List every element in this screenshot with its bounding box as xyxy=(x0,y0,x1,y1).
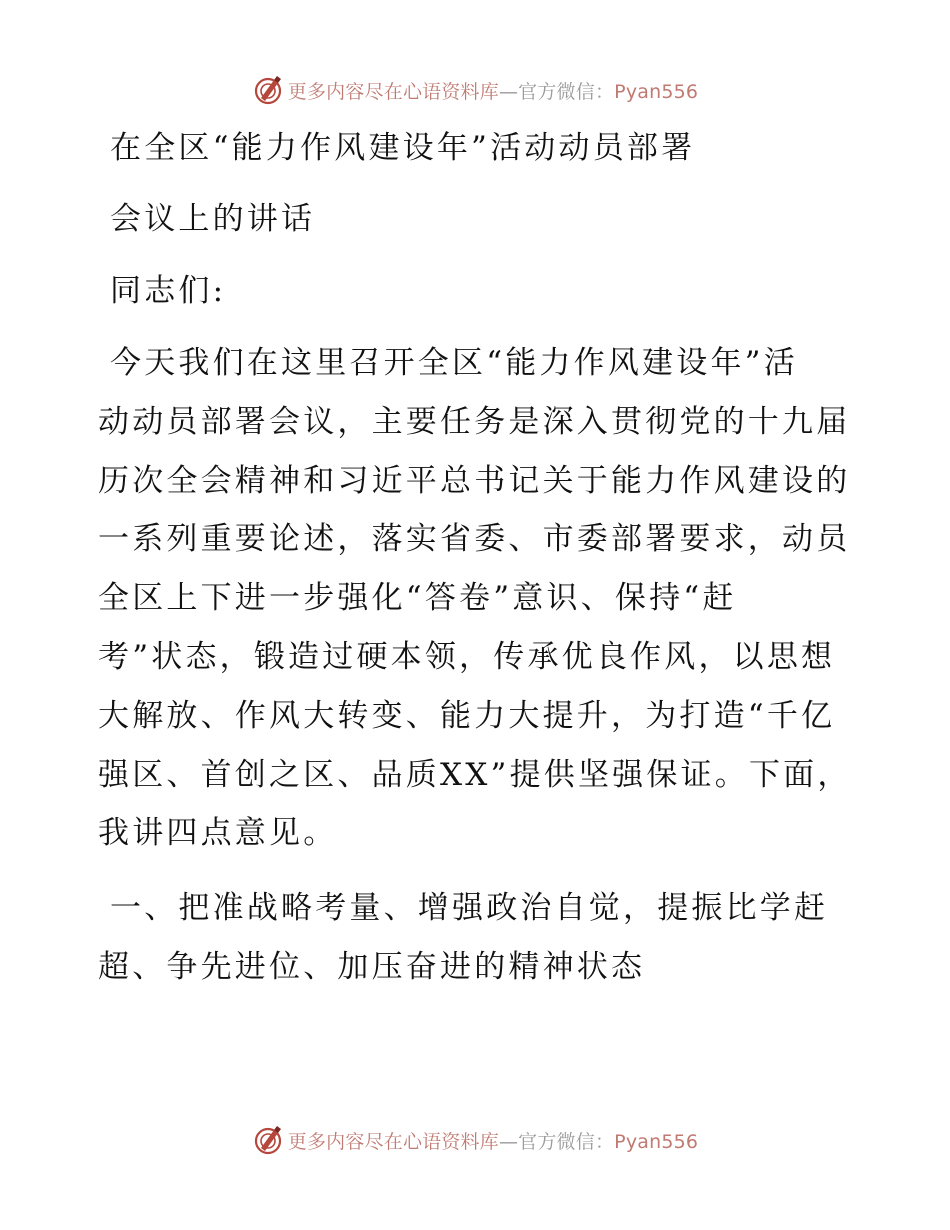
paragraph-line: 我讲四点意见。 xyxy=(98,815,338,852)
watermark-site-name: 更多内容尽在心语资料库 xyxy=(287,1130,499,1153)
section-heading-1 xyxy=(98,879,850,997)
watermark-official-label: 官方微信： xyxy=(518,1130,615,1153)
heading-line: 一、把准战略考量、增强政治自觉，提振比学赶 xyxy=(110,890,829,927)
document-body xyxy=(98,122,850,997)
watermark-official-label: 官方微信： xyxy=(518,80,615,103)
watermark-wechat-id: Pyan556 xyxy=(614,1130,699,1153)
paragraph-line: 动动员部署会议，主要任务是深入贯彻党的十九届 xyxy=(98,403,851,440)
watermark-header xyxy=(0,70,950,110)
document-title-line-1: 在全区“能力作风建设年”活动动员部署 xyxy=(110,130,696,166)
watermark-dash: — xyxy=(498,80,519,103)
pen-logo-icon xyxy=(252,74,284,106)
paragraph-line: 考”状态，锻造过硬本领，传承优良作风，以思想 xyxy=(98,638,836,675)
salutation: 同志们: xyxy=(110,273,227,309)
paragraph-line: 历次全会精神和习近平总书记关于能力作风建设的 xyxy=(98,462,851,499)
paragraph-line: 大解放、作风大转变、能力大提升，为打造“千亿 xyxy=(98,697,836,734)
paragraph-line: 一系列重要论述，落实省委、市委部署要求，动员 xyxy=(98,521,851,558)
watermark-text xyxy=(288,1127,698,1154)
paragraph-line: 今天我们在这里召开全区“能力作风建设年”活 xyxy=(110,345,798,381)
pen-logo-icon xyxy=(252,1124,284,1156)
document-title-line-2: 会议上的讲话 xyxy=(110,201,316,237)
paragraph-line: 强区、首创之区、品质XX”提供坚强保证。下面， xyxy=(98,756,852,793)
intro-paragraph xyxy=(98,334,850,863)
heading-line: 超、争先进位、加压奋进的精神状态 xyxy=(98,948,646,985)
paragraph-line: 全区上下进一步强化“答卷”意识、保持“赶 xyxy=(98,580,737,617)
watermark-text xyxy=(288,77,698,104)
watermark-dash: — xyxy=(498,1130,519,1153)
watermark-site-name: 更多内容尽在心语资料库 xyxy=(287,80,499,103)
watermark-footer xyxy=(0,1120,950,1160)
watermark-wechat-id: Pyan556 xyxy=(614,80,699,103)
